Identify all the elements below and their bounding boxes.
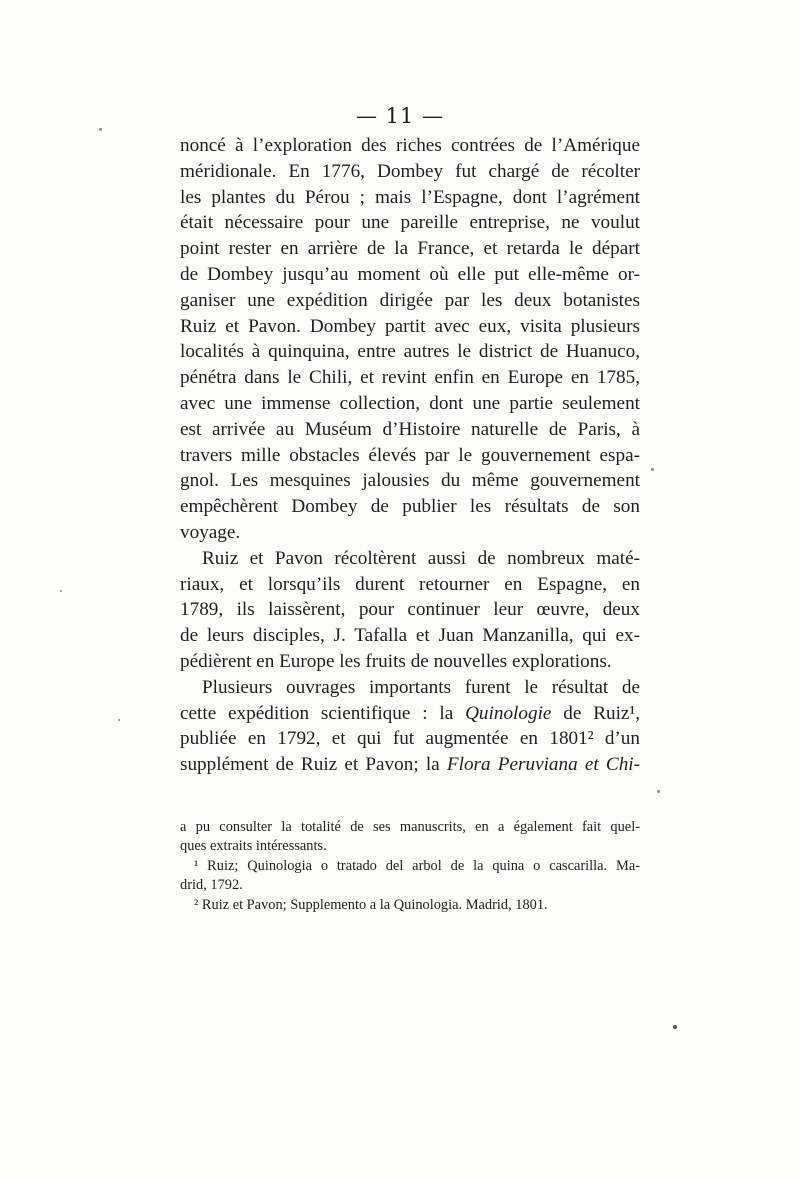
text-line [180,752,640,778]
footnote-line: a pu consulter la totalité de ses manuscrits, en a également fait quel- [180,819,640,835]
text-line: Ruiz et Pavon. Dombey partit avec eux, visita plusieurs [180,315,640,337]
paper-speck [99,128,102,131]
text-line: noncé à l’exploration des riches contrées de l’Amérique [180,135,640,156]
page-number: — 11 — [355,104,445,128]
paper-speck [118,719,120,721]
text-line: avec une immense collection, dont une partie seulement [180,392,640,414]
text-fragment: cette expédition scientifique : la [180,702,454,724]
paper-speck [60,590,62,592]
text-line: point rester en arrière de la France, et retarda le départ [180,238,640,260]
main-text [180,133,640,778]
text-line: riaux, et lorsqu’ils durent retourner en Espagne, en [180,573,640,595]
title-flora-peruviana: Flora Peruviana et Chi- [446,754,641,776]
text-line: ganiser une expédition dirigée par les deux botanistes [180,289,640,311]
footnote-line: drid, 1792. [180,877,243,894]
text-line: voyage. [180,521,241,543]
text-fragment: de Ruiz¹, [563,702,640,724]
text-line: est arrivée au Muséum d’Histoire naturelle de Paris, à [180,418,640,440]
text-line: était nécessaire pour une pareille entreprise, ne voulut [180,212,640,234]
text-line: empêchèrent Dombey de publier les résultats de son [180,496,640,518]
text-line: les plantes du Pérou ; mais l’Espagne, dont l’agrément [180,186,640,208]
text-line: localités à quinquina, entre autres le district de Huanuco, [180,341,640,363]
text-line: 1789, ils laissèrent, pour continuer leur œuvre, deux [180,599,640,621]
text-line [180,701,640,727]
text-line: publiée en 1792, et qui fut augmentée en 1801² d’un [180,728,640,750]
footnote-line: ² Ruiz et Pavon; Supplemento a la Quinologia. Madrid, 1801. [194,896,548,913]
text-line: de leurs disciples, J. Tafalla et Juan Manzanilla, qui ex- [180,625,640,647]
paper-speck [651,468,654,471]
text-fragment: supplément de Ruiz et Pavon; la [180,754,440,776]
text-line: pédièrent en Europe les fruits de nouvelles explorations. [180,650,612,672]
footnotes [180,818,640,915]
title-quinologie: Quinologie [465,702,552,724]
text-line: Plusieurs ouvrages importants furent le résultat de [202,676,640,698]
text-line: Ruiz et Pavon récoltèrent aussi de nombreux maté- [202,547,640,569]
footnote-line: ¹ Ruiz; Quinologia o tratado del arbol de la quina o cascarilla. Ma- [194,857,640,874]
text-line: de Dombey jusqu’au moment où elle put elle-même or- [180,263,640,285]
paper-speck [657,790,660,793]
paper-speck [673,1025,677,1029]
footnote-line: ques extraits intéressants. [180,838,327,855]
text-line: pénétra dans le Chili, et revint enfin en Europe en 1785, [180,367,640,389]
text-line: travers mille obstacles élevés par le gouvernement espa- [180,444,640,466]
text-line: méridionale. En 1776, Dombey fut chargé de récolter [180,160,640,182]
text-line: gnol. Les mesquines jalousies du même gouvernement [180,470,640,492]
